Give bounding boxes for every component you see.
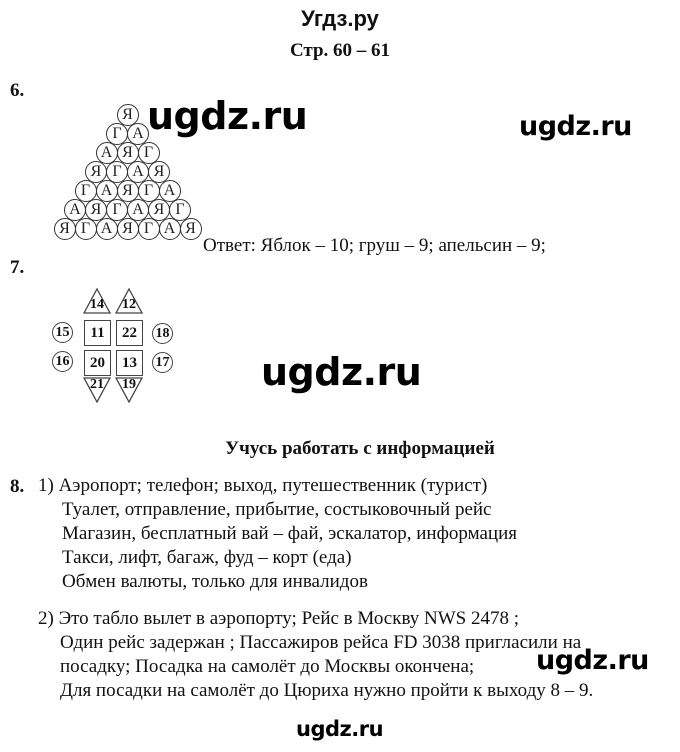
pyramid-ball: Я [54,218,76,240]
triangle-value: 14 [90,297,104,312]
pyramid-ball: Г [106,199,128,221]
triangle-value: 19 [122,377,136,392]
pyramid-ball: А [159,180,181,202]
pyramid-ball: Г [106,161,128,183]
task-6-number: 6. [10,80,25,101]
task-8-part2-line: Один рейс задержан ; Пассажиров рейса FD 3038 пригласили на [60,632,582,653]
pyramid-ball: Я [117,142,139,164]
task-8-part1-line: Туалет, отправление, прибытие, состыковочный рейс [62,499,492,520]
triangle-value: 21 [90,377,104,392]
pyramid-ball: Я [148,161,170,183]
square-top-right: 22 [116,320,143,346]
watermark: ugdz.ru [296,717,384,741]
task-7-number: 7. [10,257,25,278]
task-8-part2-line: 2) Это табло вылет в аэропорту; Рейс в Москву NWS 2478 ; [38,608,520,629]
pyramid-ball: А [127,123,149,145]
pyramid-ball: Я [180,218,202,240]
task-8-number: 8. [10,476,25,497]
task-8-part1-line: Магазин, бесплатный вай – фай, эскалатор, информация [62,523,517,544]
pyramid-ball: Г [106,123,128,145]
triangle-up-right [115,288,143,314]
pyramid-ball: Г [138,218,160,240]
site-title: Угдз.ру [301,6,379,31]
triangle-value: 12 [122,297,136,312]
watermark: ugdz.ru [519,111,632,142]
pyramid-ball: Я [85,199,107,221]
pyramid-ball: Г [75,218,97,240]
pyramid-ball: А [96,142,118,164]
watermark: ugdz.ru [261,350,422,394]
task-6-answer: Ответ: Яблок – 10; груш – 9; апельсин – 9; [203,235,546,256]
watermark: ugdz.ru [147,94,308,138]
pyramid-ball: Г [138,180,160,202]
pyramid-ball: А [96,180,118,202]
pyramid-ball: А [96,218,118,240]
circle-right-bottom: 17 [152,352,173,373]
square-top-left: 11 [84,320,111,346]
task-8-part2-line: Для посадки на самолёт до Цюриха нужно пройти к выходу 8 – 9. [60,680,594,701]
pyramid-ball: Г [138,142,160,164]
pyramid-ball: А [127,199,149,221]
pyramid-ball: А [159,218,181,240]
task-8-part2-line: посадку; Посадка на самолёт до Москвы окончена; [60,656,475,677]
triangle-down-right [115,377,143,403]
triangle-down-left [83,377,111,403]
triangle-up-left [83,288,111,314]
task-8-part1-line: 1) Аэропорт; телефон; выход, путешественник (турист) [38,475,488,496]
circle-left-bottom: 16 [52,351,73,372]
pyramid-ball: Г [169,199,191,221]
pyramid-ball: А [64,199,86,221]
pyramid-ball: Я [85,161,107,183]
pyramid-ball: Я [117,180,139,202]
watermark: ugdz.ru [536,645,649,676]
pyramid-ball: А [127,161,149,183]
pyramid-ball: Я [148,199,170,221]
pyramid-ball: Я [117,104,139,126]
pyramid-ball: Г [75,180,97,202]
section-title: Учусь работать с информацией [225,438,495,459]
page-reference: Стр. 60 – 61 [289,40,391,61]
square-bottom-right: 13 [116,350,143,376]
pyramid-ball: Я [117,218,139,240]
circle-right-top: 18 [152,323,173,344]
task-8-part1-line: Такси, лифт, багаж, фуд – корт (еда) [62,547,352,568]
circle-left-top: 15 [52,322,73,343]
square-bottom-left: 20 [84,350,111,376]
task-8-part1-line: Обмен валюты, только для инвалидов [62,571,368,592]
